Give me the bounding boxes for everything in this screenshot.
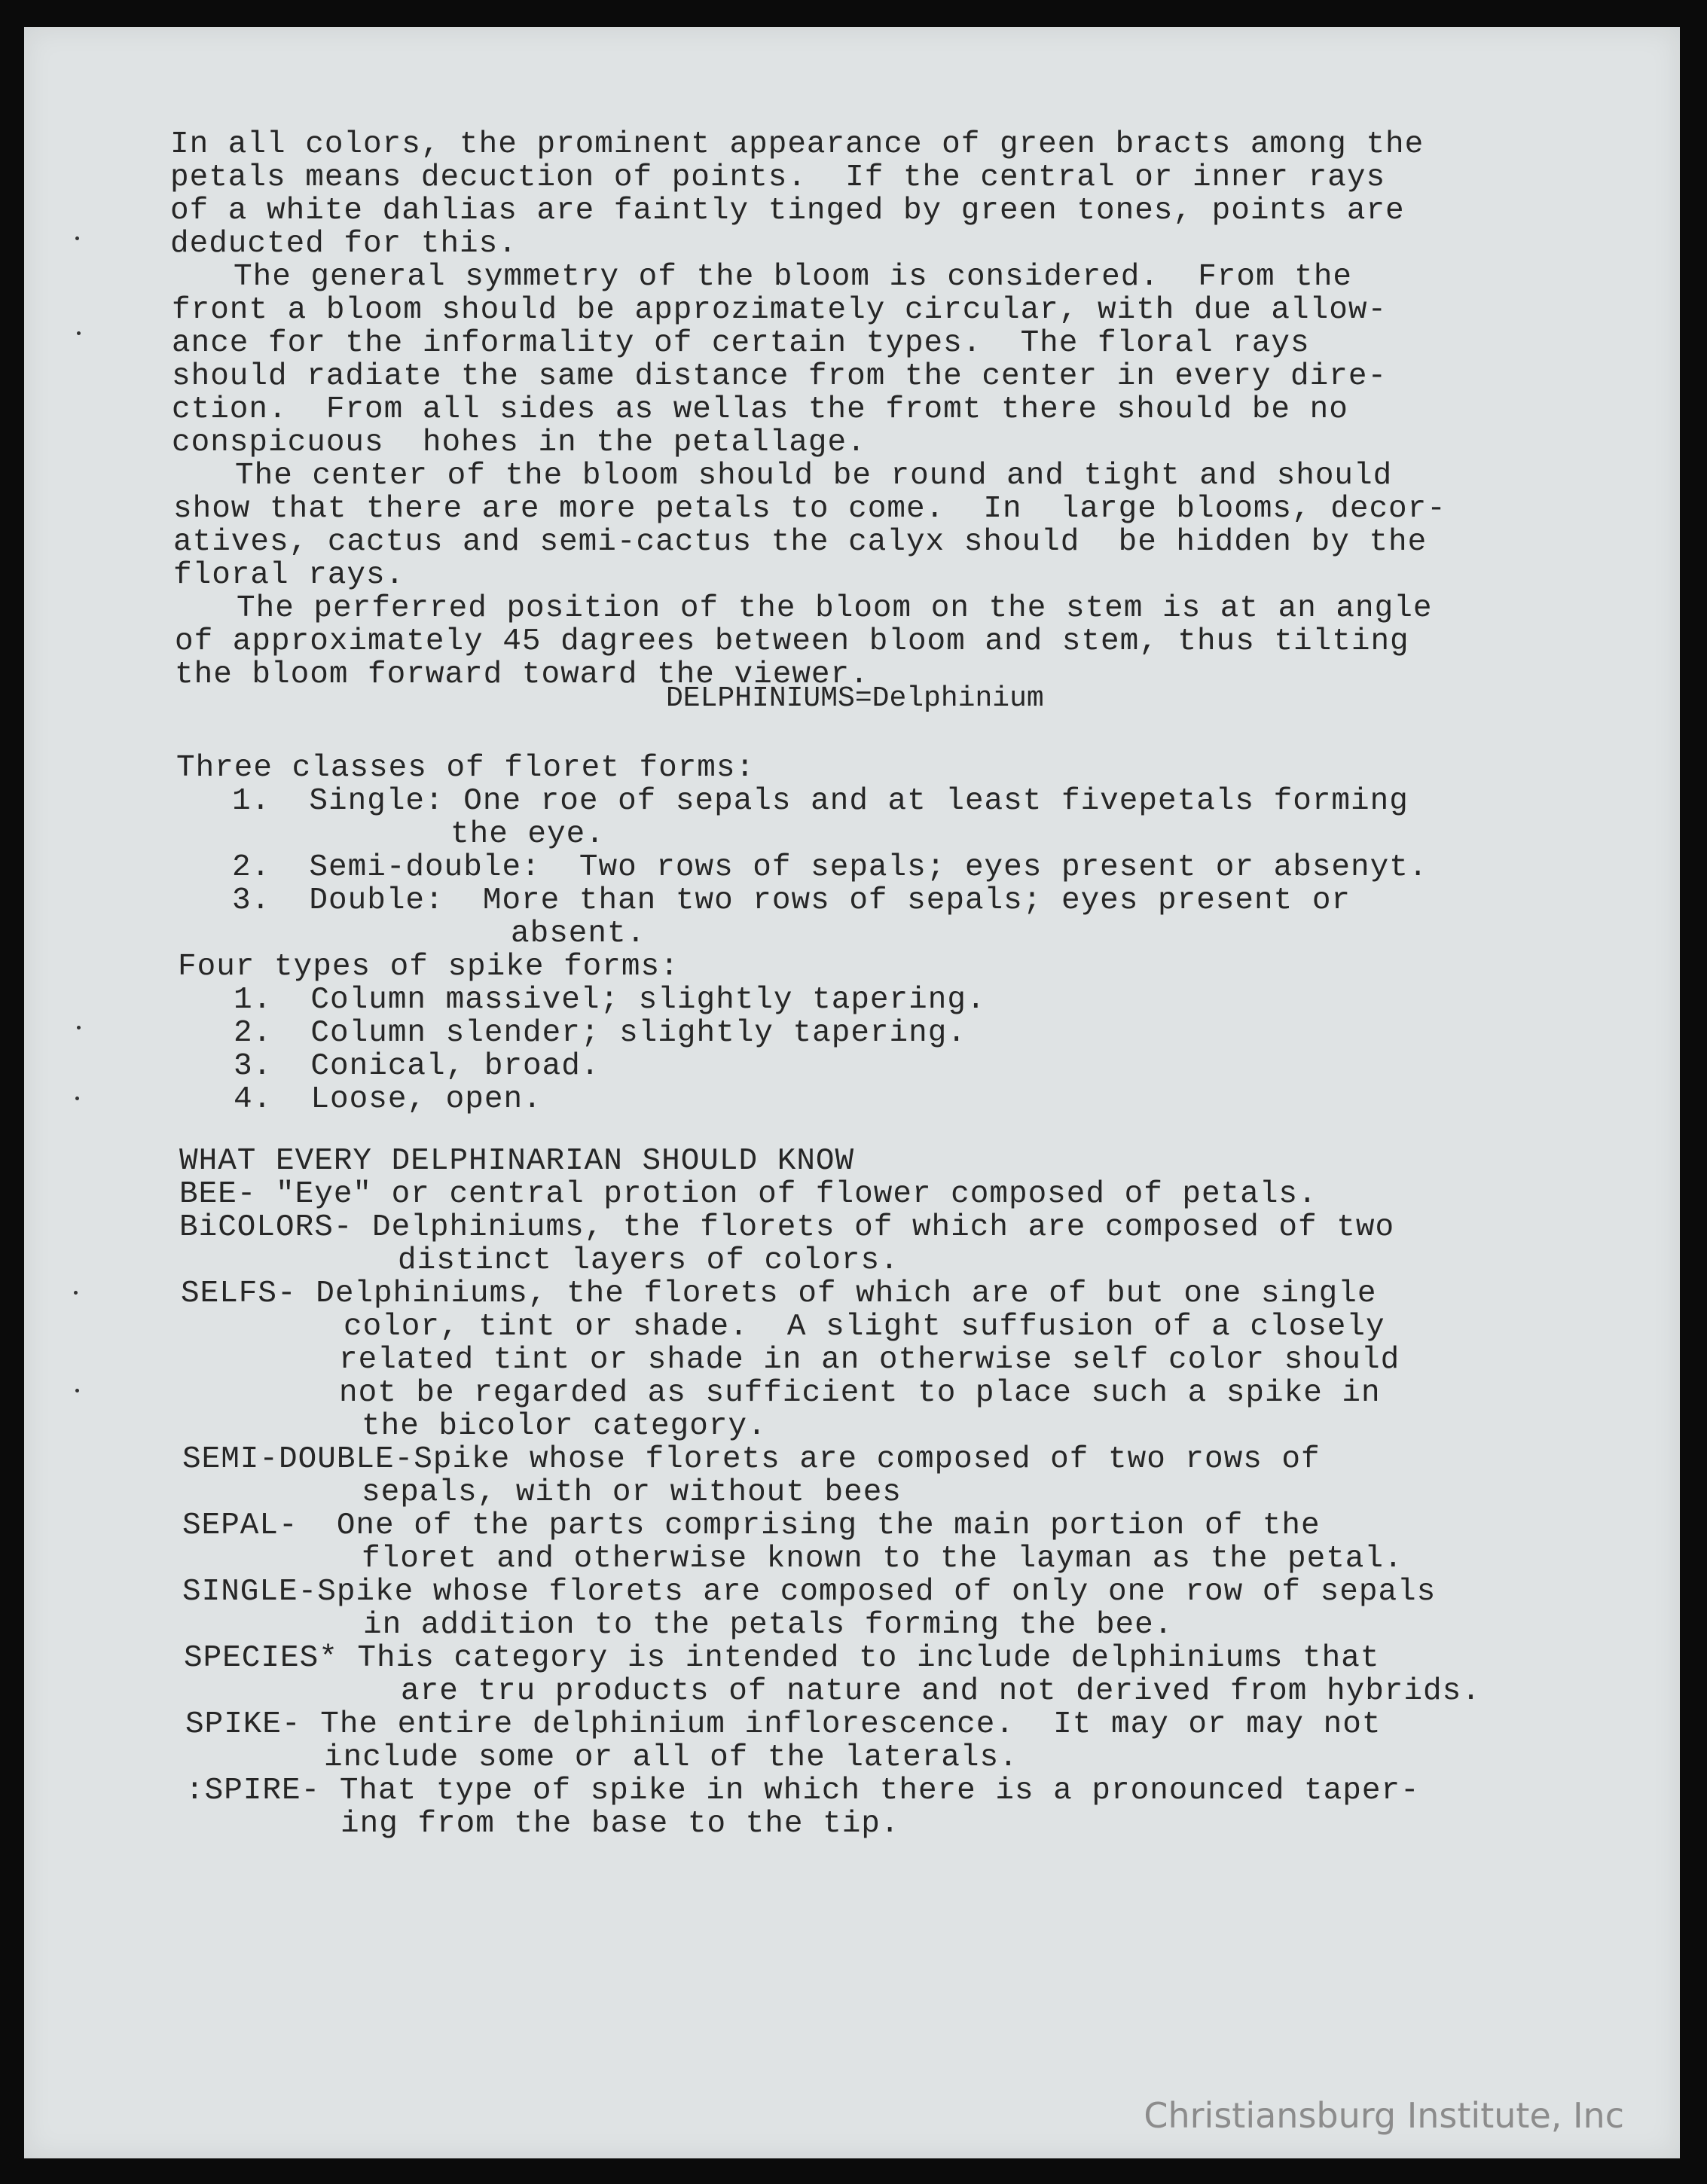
text-line: deducted for this. bbox=[170, 227, 518, 261]
watermark-text: Christiansburg Institute, Inc bbox=[1144, 2095, 1624, 2136]
text-line: conspicuous hohes in the petallage. bbox=[172, 426, 866, 460]
text-line: In all colors, the prominent appearance of green bracts among the bbox=[170, 127, 1425, 162]
glossary-line: include some or all of the laterals. bbox=[324, 1740, 1018, 1775]
text-line: floral rays. bbox=[173, 558, 405, 593]
list-item: 2. Column slender; slightly tapering. bbox=[234, 1016, 966, 1051]
glossary-line: SEMI-DOUBLE-Spike whose florets are composed of two rows of bbox=[182, 1442, 1321, 1477]
glossary-line: the bicolor category. bbox=[362, 1409, 767, 1444]
glossary-line: SELFS- Delphiniums, the florets of which are of but one single bbox=[181, 1277, 1377, 1311]
text-line: atives, cactus and semi-cactus the calyx should be hidden by the bbox=[173, 525, 1428, 560]
text-line: the bloom forward toward the viewer. bbox=[175, 657, 869, 692]
list-item: 3. Double: More than two rows of sepals; eyes present or bbox=[232, 883, 1351, 918]
text-line: show that there are more petals to come. In large blooms, decor- bbox=[173, 492, 1446, 526]
glossary-line: ing from the base to the tip. bbox=[340, 1807, 900, 1841]
list-item: 1. Column massivel; slightly tapering. bbox=[234, 983, 986, 1017]
paper-speck bbox=[75, 236, 79, 240]
list-intro: Three classes of floret forms: bbox=[176, 751, 756, 785]
glossary-line: BiCOLORS- Delphiniums, the florets of which are composed of two bbox=[179, 1210, 1395, 1245]
text-line: should radiate the same distance from the center in every dire- bbox=[172, 359, 1388, 394]
glossary-line: SINGLE-Spike whose florets are composed of only one row of sepals bbox=[182, 1575, 1437, 1609]
list-item-continuation: absent. bbox=[511, 917, 646, 951]
text-line: ance for the informality of certain types. The floral rays bbox=[172, 326, 1310, 361]
list-intro: Four types of spike forms: bbox=[178, 950, 679, 984]
text-line: ction. From all sides as wellas the fromt there should be no bbox=[172, 392, 1348, 427]
glossary-heading: WHAT EVERY DELPHINARIAN SHOULD KNOW bbox=[179, 1144, 855, 1179]
glossary-line: are tru products of nature and not derived from hybrids. bbox=[401, 1674, 1481, 1709]
document-page bbox=[24, 27, 1680, 2158]
paper-speck bbox=[77, 1026, 81, 1029]
section-heading: DELPHINIUMS=Delphinium bbox=[666, 682, 1044, 715]
text-line: petals means decuction of points. If the central or inner rays bbox=[170, 160, 1386, 195]
glossary-line: in addition to the petals forming the bee. bbox=[363, 1608, 1174, 1643]
glossary-line: sepals, with or without bees bbox=[362, 1475, 902, 1510]
list-item: 3. Conical, broad. bbox=[234, 1049, 600, 1084]
glossary-line: floret and otherwise known to the layman as the petal. bbox=[362, 1542, 1403, 1576]
paper-speck bbox=[74, 1291, 78, 1295]
list-item: 2. Semi-double: Two rows of sepals; eyes present or absenyt. bbox=[232, 850, 1428, 885]
glossary-line: :SPIRE- That type of spike in which there is a pronounced taper- bbox=[185, 1774, 1420, 1808]
list-item: 4. Loose, open. bbox=[234, 1082, 542, 1117]
text-line: of approximately 45 dagrees between bloom and stem, thus tilting bbox=[175, 624, 1409, 659]
glossary-line: SEPAL- One of the parts comprising the main portion of the bbox=[182, 1508, 1321, 1543]
glossary-line: distinct layers of colors. bbox=[398, 1243, 899, 1278]
glossary-line: SPIKE- The entire delphinium inflorescence. It may or may not bbox=[185, 1707, 1382, 1742]
glossary-line: not be regarded as sufficient to place such a spike in bbox=[339, 1376, 1381, 1411]
glossary-line: color, tint or shade. A slight suffusion of a closely bbox=[344, 1310, 1385, 1344]
paper-speck bbox=[77, 331, 81, 335]
text-line: The perferred position of the bloom on the stem is at an angle bbox=[237, 591, 1433, 626]
typed-text-body bbox=[24, 27, 1680, 2158]
paper-speck bbox=[75, 1097, 79, 1100]
text-line: The general symmetry of the bloom is considered. From the bbox=[234, 260, 1353, 294]
text-line: front a bloom should be approzimately circular, with due allow- bbox=[172, 293, 1388, 328]
text-line: The center of the bloom should be round and tight and should bbox=[235, 459, 1393, 493]
glossary-line: SPECIES* This category is intended to include delphiniums that bbox=[184, 1641, 1380, 1676]
list-item-continuation: the eye. bbox=[450, 817, 605, 852]
paper-speck bbox=[75, 1389, 79, 1392]
list-item: 1. Single: One roe of sepals and at least fivepetals forming bbox=[232, 784, 1409, 819]
glossary-line: BEE- "Eye" or central protion of flower composed of petals. bbox=[179, 1177, 1318, 1212]
text-line: of a white dahlias are faintly tinged by green tones, points are bbox=[170, 194, 1405, 228]
glossary-line: related tint or shade in an otherwise self color should bbox=[339, 1343, 1400, 1377]
